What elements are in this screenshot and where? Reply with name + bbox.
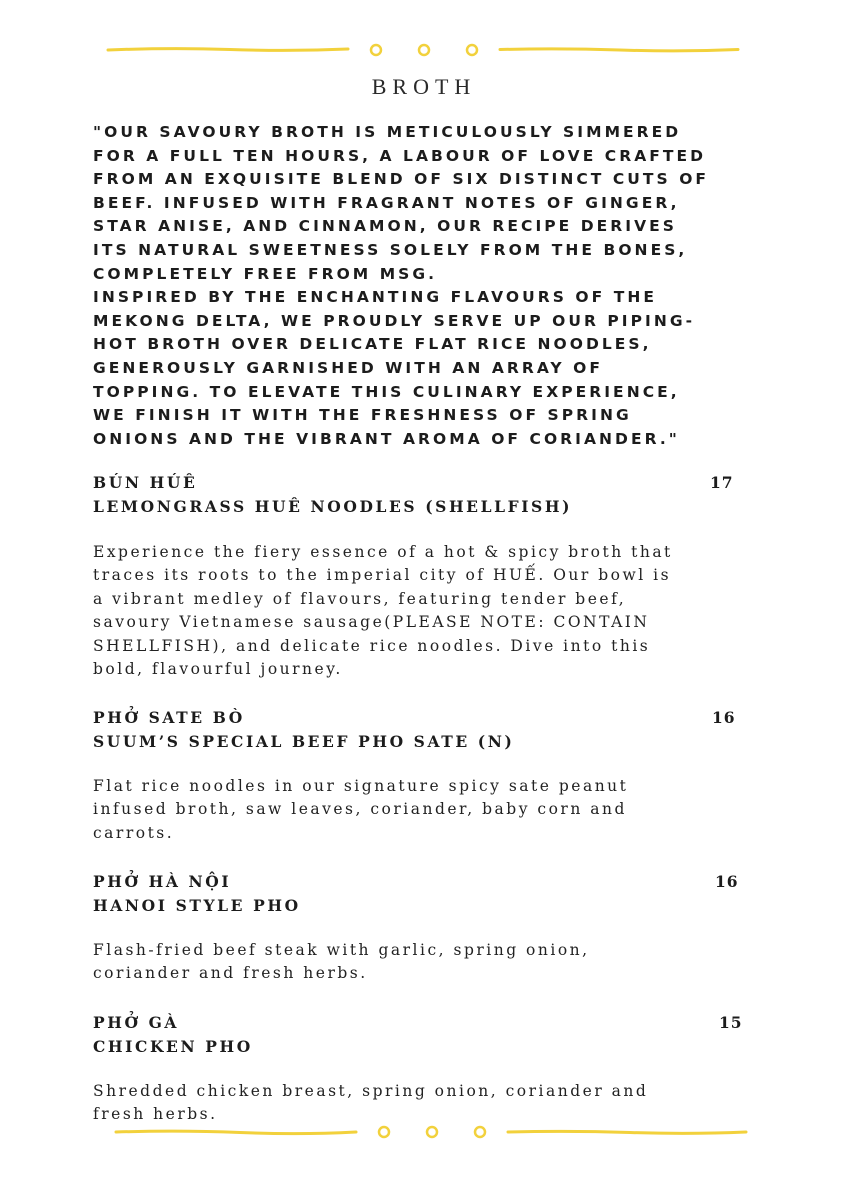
item-name-english: HANOI STYLE PHO <box>93 896 301 915</box>
item-name-vietnamese: PHỞ HÀ NỘI <box>93 872 232 891</box>
item-name-english: SUUM’S SPECIAL BEEF PHO SATE (N) <box>93 732 515 751</box>
menu-item-pho-ga <box>93 1011 753 1059</box>
item-name-english: LEMONGRASS HUÊ NOODLES (SHELLFISH) <box>93 497 573 516</box>
section-title: BROTH <box>371 74 477 99</box>
item-description: Shredded chicken breast, spring onion, coriander and fresh herbs. <box>93 1082 649 1124</box>
item-name-vietnamese: PHỞ GÀ <box>93 1013 180 1032</box>
item-name-english: CHICKEN PHO <box>93 1037 253 1056</box>
item-name-vietnamese: PHỞ SATE BÒ <box>93 708 245 727</box>
top-ornament-divider <box>0 40 848 60</box>
item-price: 15 <box>719 1013 743 1032</box>
item-description: Experience the fiery essence of a hot & spicy broth that traces its roots to the imperial city of HUẾ. Our bowl is a vibrant medley of flavours, featuring tender beef, savoury Vietnamese sausage(PLEASE NOTE: CONTAIN SHELLFISH), and delicate rice noodles. Dive into this bold, flavourful journey. <box>93 543 673 679</box>
bottom-ornament-divider <box>0 1122 848 1142</box>
item-description: Flat rice noodles in our signature spicy sate peanut infused broth, saw leaves, coriander, baby corn and carrots. <box>93 777 629 842</box>
menu-item-pho-sate-bo <box>93 706 753 754</box>
item-description: Flash-fried beef steak with garlic, spring onion, coriander and fresh herbs. <box>93 941 590 983</box>
menu-item-bun-hue <box>93 471 753 519</box>
item-price: 17 <box>710 473 734 492</box>
item-name-vietnamese: BÚN HÚÊ <box>93 473 198 492</box>
broth-intro-paragraph: "OUR SAVOURY BROTH IS METICULOUSLY SIMMERED FOR A FULL TEN HOURS, A LABOUR OF LOVE CRAFTED FROM AN EXQUISITE BLEND OF SIX DISTINCT CUTS OF BEEF. INFUSED WITH FRAGRANT NOTES OF GINGER, STAR ANISE, AND CINNAMON, OUR RECIPE DERIVES ITS NATURAL SWEETNESS SOLELY FROM THE BONES, COMPLETELY FREE FROM MSG. INSPIRED BY THE ENCHANTING FLAVOURS OF THE MEKONG DELTA, WE PROUDLY SERVE UP OUR PIPING- HOT BROTH OVER DELICATE FLAT RICE NOODLES, GENEROUSLY GARNISHED WITH AN ARRAY OF TOPPING. TO ELEVATE THIS CULINARY EXPERIENCE, WE FINISH IT WITH THE FRESHNESS OF SPRING ONIONS AND THE VIBRANT AROMA OF CORIANDER." <box>93 123 710 448</box>
item-price: 16 <box>712 708 736 727</box>
menu-item-pho-ha-noi <box>93 870 753 918</box>
item-price: 16 <box>715 872 739 891</box>
